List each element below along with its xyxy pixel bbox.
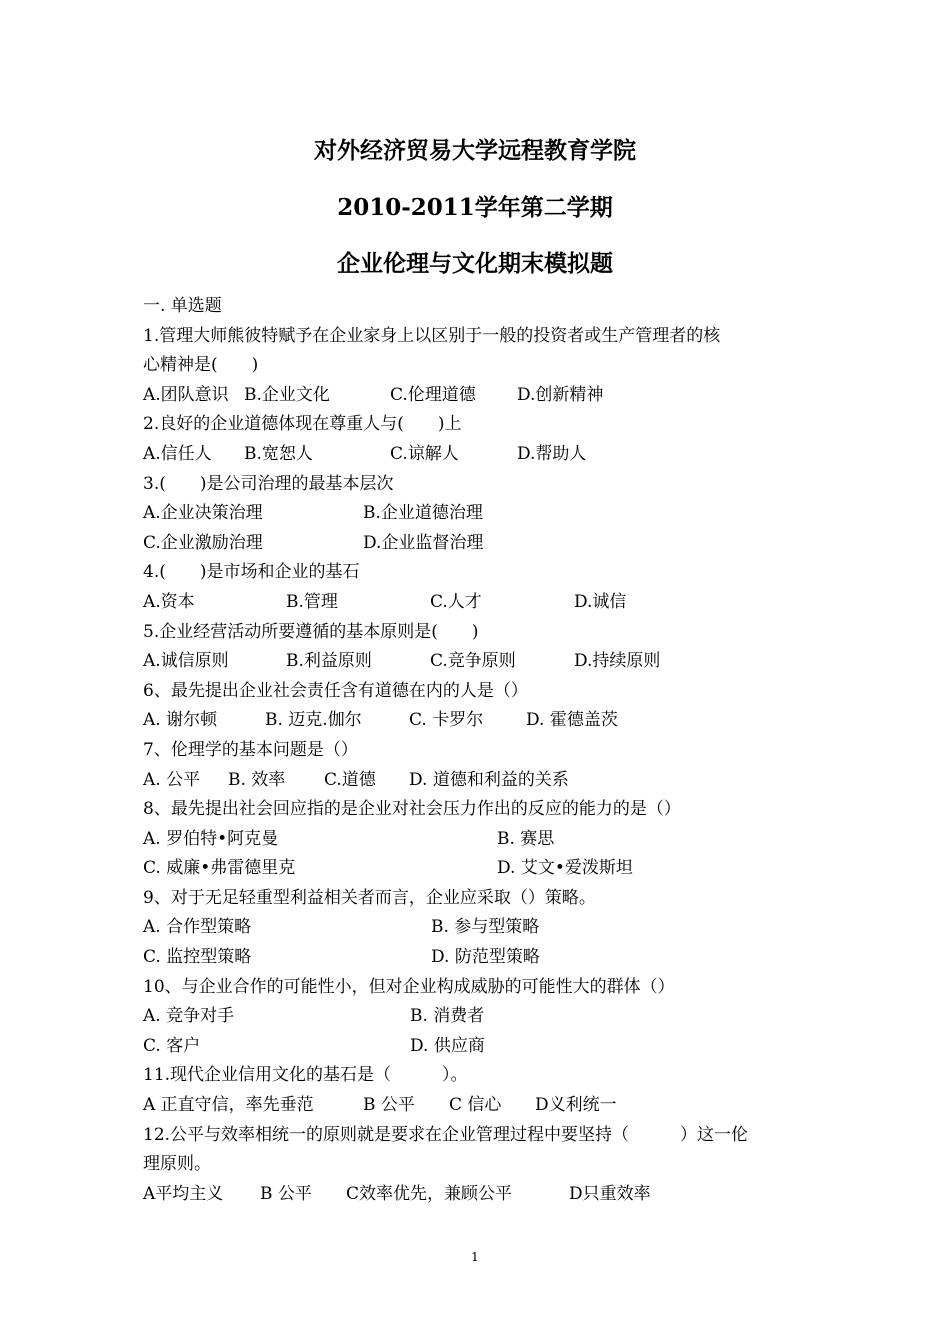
option-a: A.信任人 bbox=[143, 443, 212, 464]
options-9-row1 bbox=[143, 913, 813, 943]
option-a: A. 公平 bbox=[143, 769, 201, 790]
option-a: A 正直守信，率先垂范 bbox=[143, 1095, 314, 1116]
question-1-cont: 心精神是( ) bbox=[143, 355, 259, 376]
option-b: B.企业文化 bbox=[244, 384, 330, 405]
options-4 bbox=[143, 588, 813, 618]
option-c: C效率优先，兼顾公平 bbox=[346, 1183, 513, 1204]
options-8-row1 bbox=[143, 825, 813, 855]
option-d: D.帮助人 bbox=[517, 443, 587, 464]
option-b: B. 参与型策略 bbox=[431, 917, 540, 938]
question-1: 1.管理大师熊彼特赋予在企业家身上以区别于一般的投资者或生产管理者的核 bbox=[143, 325, 721, 346]
question-list bbox=[143, 292, 813, 1209]
question-12-cont: 理原则。 bbox=[143, 1154, 211, 1175]
section-heading: 一. 单选题 bbox=[143, 296, 222, 316]
question-7: 7、伦理学的基本问题是（） bbox=[143, 739, 358, 760]
term-title: 2010-2011学年第二学期 bbox=[337, 194, 613, 221]
option-a: A.资本 bbox=[143, 591, 195, 612]
options-2 bbox=[143, 440, 813, 470]
option-d: D. 防范型策略 bbox=[431, 947, 540, 968]
option-b: B.宽恕人 bbox=[244, 443, 313, 464]
option-d: D. 霍德盖茨 bbox=[526, 710, 618, 731]
option-a: A.诚信原则 bbox=[143, 651, 229, 672]
option-a: A平均主义 bbox=[143, 1183, 224, 1204]
option-c: C. 威廉•弗雷德里克 bbox=[143, 858, 296, 879]
options-1 bbox=[143, 381, 813, 411]
question-3: 3.( )是公司治理的最基本层次 bbox=[143, 473, 394, 494]
options-10-row2 bbox=[143, 1032, 813, 1062]
question-8: 8、最先提出社会回应指的是企业对社会压力作出的反应的能力的是（） bbox=[143, 799, 681, 820]
option-b: B 公平 bbox=[260, 1183, 312, 1204]
option-c: C 信心 bbox=[449, 1095, 502, 1116]
option-b: B.利益原则 bbox=[286, 651, 372, 672]
option-c: C.谅解人 bbox=[390, 443, 459, 464]
option-c: C.竞争原则 bbox=[430, 651, 516, 672]
options-9-row2 bbox=[143, 943, 813, 973]
option-c: C.伦理道德 bbox=[390, 384, 476, 405]
options-10-row1 bbox=[143, 1002, 813, 1032]
option-d: D. 道德和利益的关系 bbox=[409, 769, 569, 790]
question-6: 6、最先提出企业社会责任含有道德在内的人是（） bbox=[143, 680, 528, 701]
school-title: 对外经济贸易大学远程教育学院 bbox=[314, 137, 636, 164]
option-a: A. 合作型策略 bbox=[143, 917, 252, 938]
options-11 bbox=[143, 1091, 813, 1121]
option-a: A. 罗伯特•阿克曼 bbox=[143, 828, 279, 849]
option-d: D义利统一 bbox=[535, 1095, 617, 1116]
option-b: B. 赛思 bbox=[497, 828, 555, 849]
exam-title: 企业伦理与文化期末模拟题 bbox=[337, 250, 613, 277]
option-c: C.人才 bbox=[430, 591, 482, 612]
option-d: D. 艾文•爱泼斯坦 bbox=[497, 858, 633, 879]
option-a: A.团队意识 bbox=[143, 384, 229, 405]
options-3-row2 bbox=[143, 529, 813, 559]
option-c: C. 卡罗尔 bbox=[409, 710, 484, 731]
question-2: 2.良好的企业道德体现在尊重人与( )上 bbox=[143, 414, 462, 435]
options-8-row2 bbox=[143, 854, 813, 884]
options-5 bbox=[143, 647, 813, 677]
question-9: 9、对于无足轻重型利益相关者而言，企业应采取（）策略。 bbox=[143, 887, 596, 908]
option-d: D.企业监督治理 bbox=[363, 532, 484, 553]
option-d: D.诚信 bbox=[574, 591, 627, 612]
options-6 bbox=[143, 706, 813, 736]
question-10: 10、与企业合作的可能性小，但对企业构成威胁的可能性大的群体（） bbox=[143, 976, 675, 997]
question-5: 5.企业经营活动所要遵循的基本原则是( ) bbox=[143, 621, 479, 642]
options-3-row1 bbox=[143, 499, 813, 529]
option-c: C. 客户 bbox=[143, 1035, 201, 1056]
option-d: D.创新精神 bbox=[517, 384, 604, 405]
option-b: B. 迈克.伽尔 bbox=[265, 710, 362, 731]
option-a: A. 竞争对手 bbox=[143, 1006, 235, 1027]
option-b: B. 效率 bbox=[228, 769, 286, 790]
options-7 bbox=[143, 766, 813, 796]
options-12 bbox=[143, 1180, 813, 1210]
option-c: C.企业激励治理 bbox=[143, 532, 263, 553]
option-d: D. 供应商 bbox=[410, 1035, 485, 1056]
option-a: A.企业决策治理 bbox=[143, 503, 263, 524]
question-11: 11.现代企业信用文化的基石是（ ）。 bbox=[143, 1065, 468, 1086]
option-c: C.道德 bbox=[324, 769, 376, 790]
option-b: B 公平 bbox=[363, 1095, 415, 1116]
option-a: A. 谢尔顿 bbox=[143, 710, 218, 731]
page-number: 1 bbox=[471, 1250, 479, 1264]
option-c: C. 监控型策略 bbox=[143, 947, 252, 968]
option-d: D只重效率 bbox=[569, 1183, 651, 1204]
question-4: 4.( )是市场和企业的基石 bbox=[143, 562, 360, 583]
question-12: 12.公平与效率相统一的原则就是要求在企业管理过程中要坚持（ ）这一伦 bbox=[143, 1124, 749, 1145]
option-b: B.管理 bbox=[286, 591, 338, 612]
option-b: B.企业道德治理 bbox=[363, 503, 483, 524]
option-b: B. 消费者 bbox=[410, 1006, 485, 1027]
option-d: D.持续原则 bbox=[574, 651, 661, 672]
